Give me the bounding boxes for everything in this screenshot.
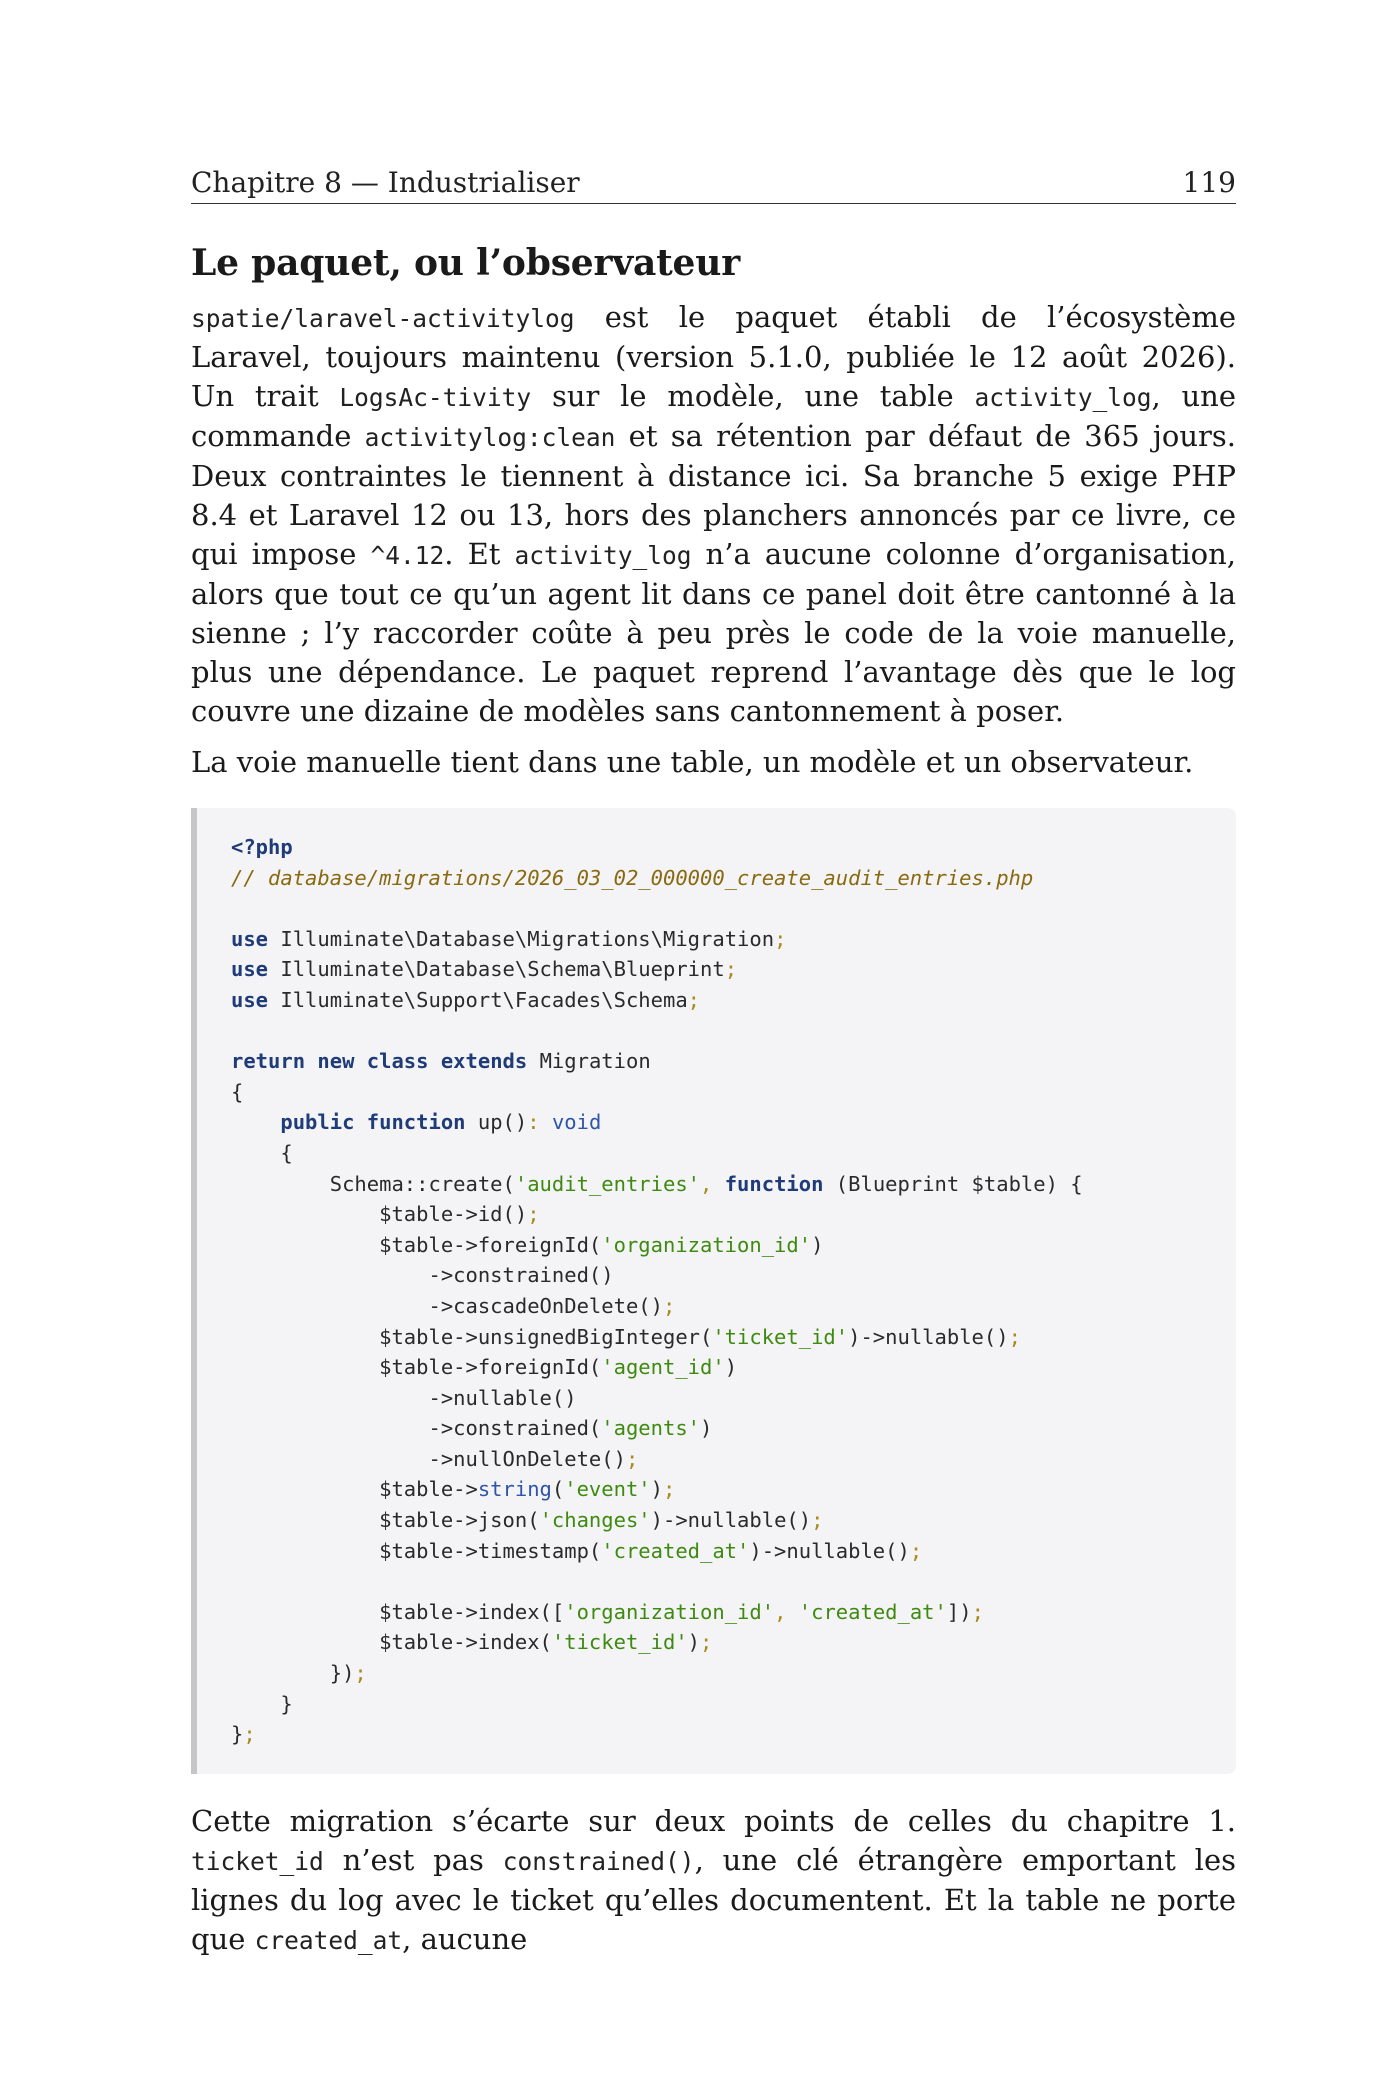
use-statement: Illuminate\Support\Facades\Schema <box>280 987 688 1012</box>
text-run: , aucune <box>402 1921 528 1956</box>
paragraph-migration-notes <box>191 1802 1236 1960</box>
inline-code: activitylog:clean <box>364 423 616 452</box>
text-run: n’est pas <box>323 1842 503 1877</box>
text-run: Cette migration s’écarte sur deux points de celles du chapitre 1. <box>191 1803 1236 1838</box>
inline-code: activity_log <box>974 383 1152 412</box>
chapter-title: Chapitre 8 — Industrialiser <box>191 166 580 199</box>
text-run: , une clé étrangère emportant les lignes du log avec le ticket qu’elles documentent. Et la table ne porte que <box>191 1842 1237 1956</box>
text-run: est le paquet établi de l’écosystème Laravel, toujours maintenu (version 5.1.0, publiée le 12 août 2026). Un trait <box>191 300 1236 413</box>
book-page <box>191 166 1236 1972</box>
inline-code: created_at <box>254 1925 403 1955</box>
inline-code: activity_log <box>514 541 692 570</box>
use-statement: Illuminate\Database\Schema\Blueprint <box>280 957 725 982</box>
text-run: sur le modèle, une table <box>531 379 975 413</box>
code-block <box>191 808 1236 1774</box>
inline-code: LogsAc-tivity <box>339 383 532 412</box>
paragraph-manual-way: La voie manuelle tient dans une table, un modèle et un observateur. <box>191 745 1194 779</box>
text-run: , une commande <box>191 379 1236 453</box>
inline-code: ticket_id <box>191 1846 324 1876</box>
page-number: 119 <box>1182 166 1236 199</box>
code-listing: <?php // database/migrations/2026_03_02_000000_create_audit_entries.php use Illuminate\Database\Migrations\Migration; use Illuminate\Database\Schema\Blueprint; use Illuminate\Support\Facades\Schema; return new class extends Migration { public function up(): void { Schema::create('audit_entries', function (Blueprint $table) { $table->id(); $table->foreignId('organization_id') ->constrained() ->cascadeOnDelete(); $table->unsignedBigInteger('ticket_id')->nullable(); $table->foreignId('agent_id') ->nullable() ->constrained('agents') ->nullOnDelete(); $table->string('event'); $table->json('changes')->nullable(); $table->timestamp('created_at')->nullable(); $table->index(['organization_id', 'created_at']); $table->index('ticket_id'); }); } }; <box>231 835 1083 1747</box>
text-run: et sa rétention par défaut de 365 jours. Deux contraintes le tiennent à distance ici. Sa branche 5 exige PHP 8.4 et Laravel 12 ou 13, hors des planchers annoncés par ce livre, ce qui impose <box>191 419 1236 571</box>
use-statement: Illuminate\Database\Migrations\Migration <box>280 926 775 951</box>
inline-code: constrained() <box>502 1846 695 1876</box>
php-open-tag: <?php <box>231 835 293 859</box>
text-run: n’a aucune colonne d’organisation, alors que tout ce qu’un agent lit dans ce panel doit être cantonné à la sienne ; l’y raccorder coûte à peu près le code de la voie manuelle, plus une dépendance. Le paquet reprend l’avantage dès que le log couvre une dizaine de modèles sans cantonnement à poser. <box>191 537 1236 728</box>
inline-code: spatie/laravel-activitylog <box>191 304 575 333</box>
text-run: . Et <box>444 537 515 571</box>
inline-code: ^4.12 <box>370 541 445 570</box>
code-comment: // database/migrations/2026_03_02_000000_create_audit_entries.php <box>231 865 1034 890</box>
running-header <box>191 166 1236 204</box>
section-title: Le paquet, ou l’observateur <box>191 242 740 284</box>
paragraph-intro <box>191 298 1236 731</box>
